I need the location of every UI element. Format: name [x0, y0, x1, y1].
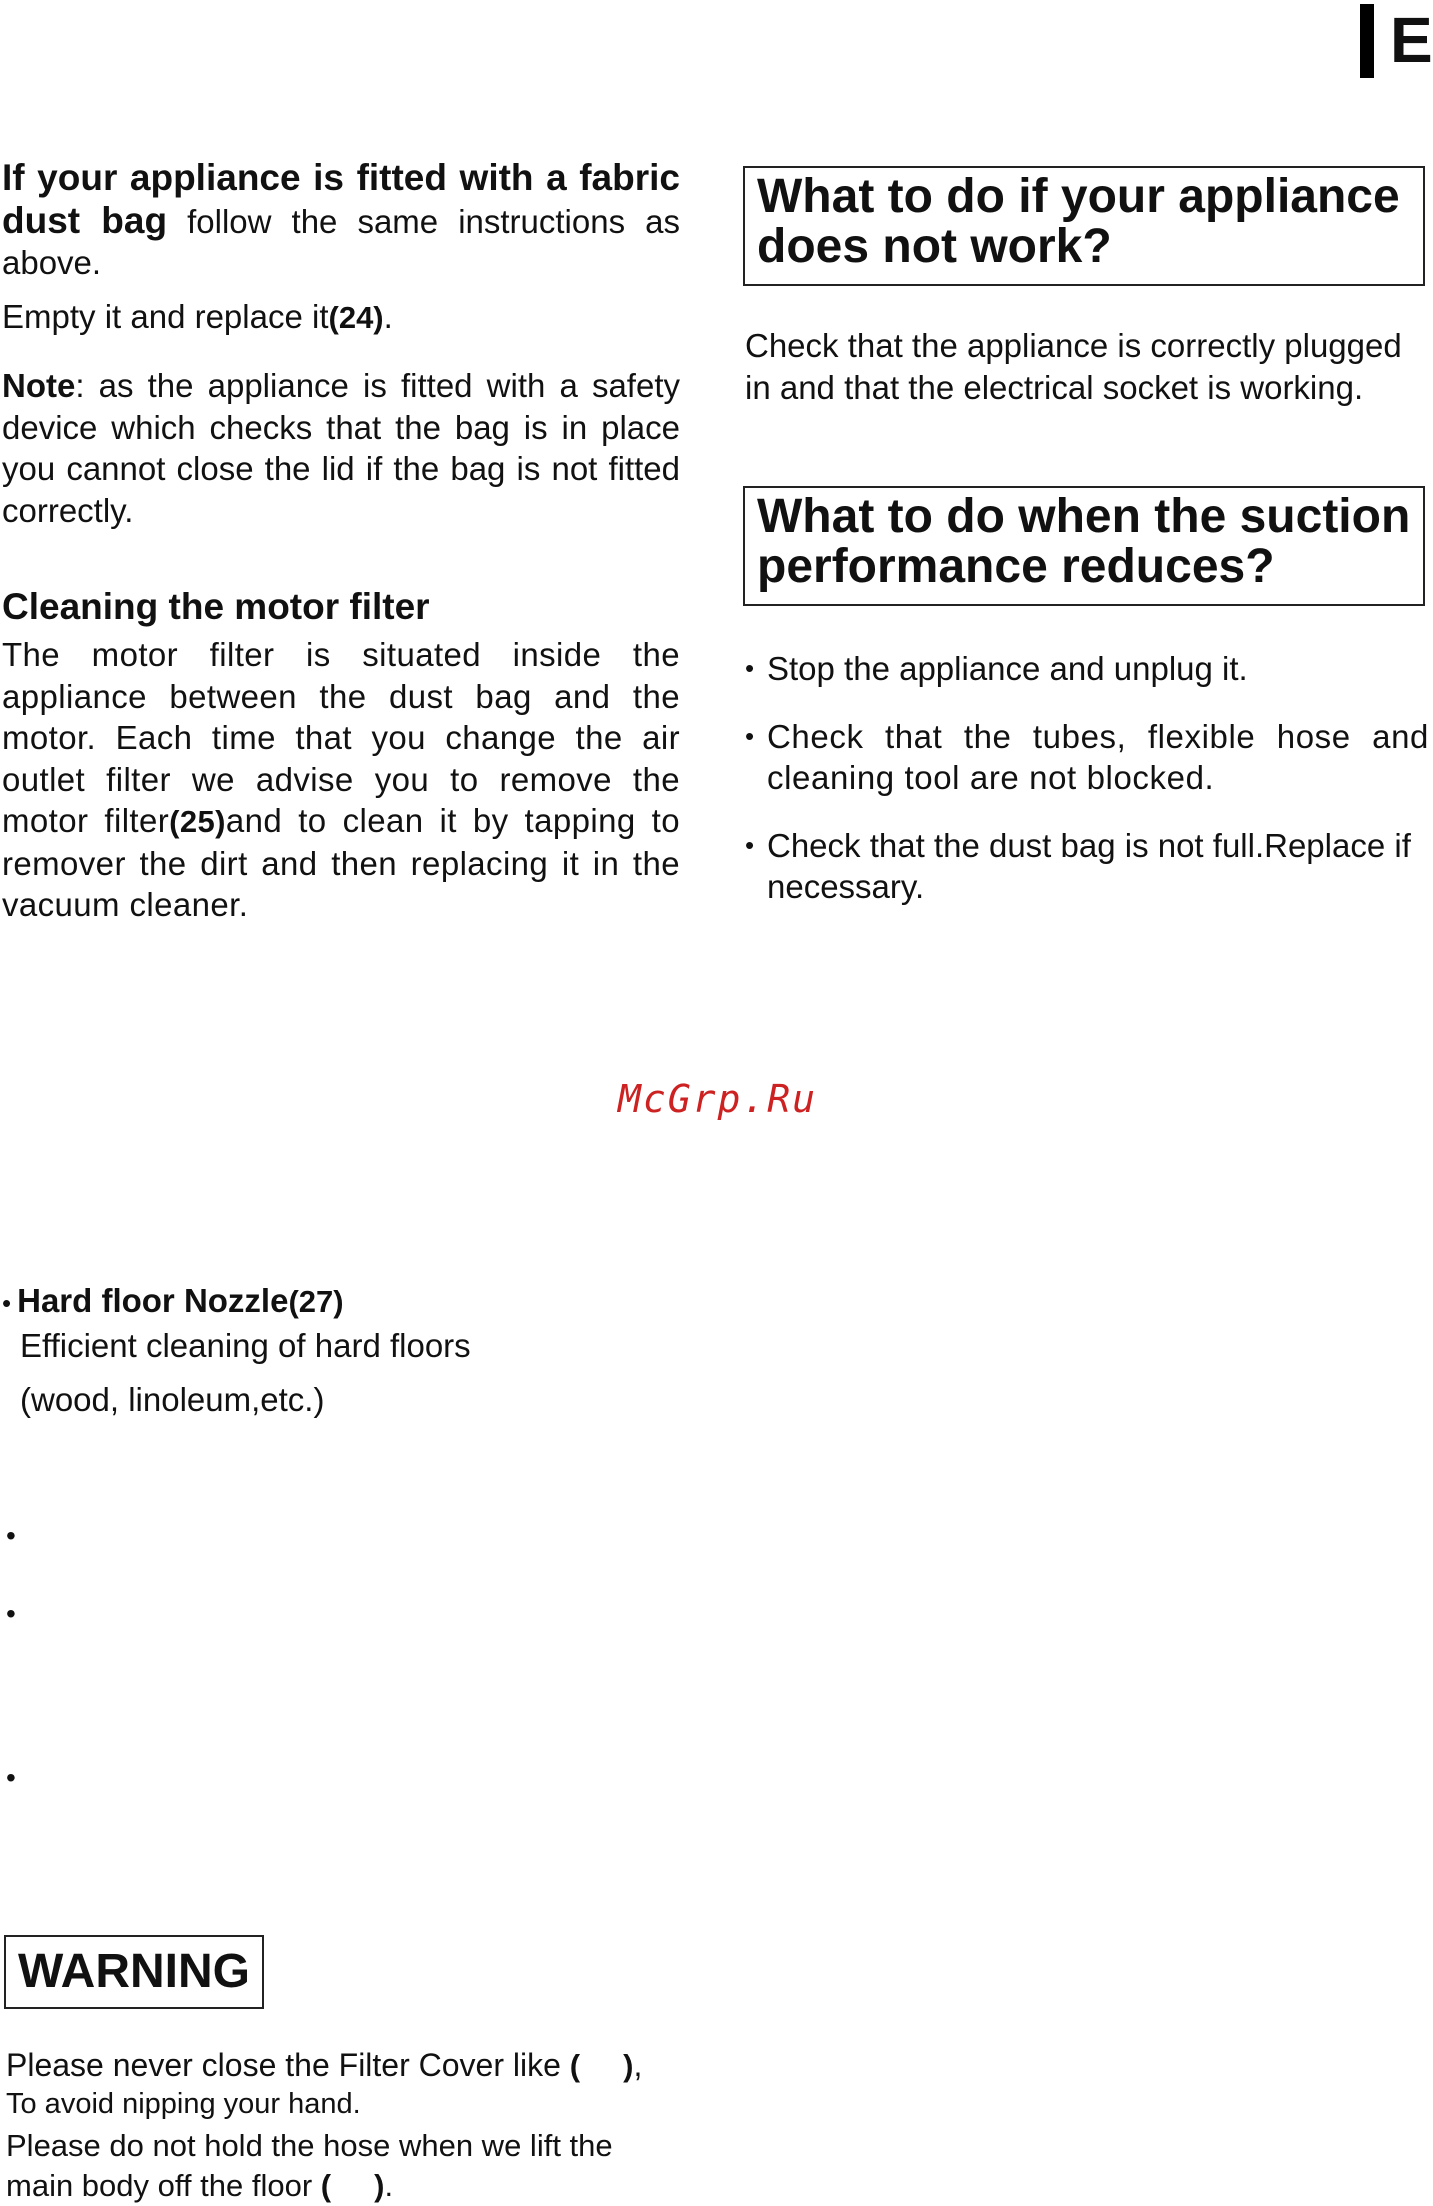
empty-bullet-2: •	[6, 1598, 16, 1629]
warning-line-4-end: .	[384, 2168, 394, 2203]
watermark: McGrp.Ru	[618, 1077, 818, 1121]
motor-filter-text-b: and to clean it by tapping to remover the dirt and then replacing it in the vacuum cleaner.	[2, 802, 680, 923]
note-label: Note	[2, 367, 76, 404]
warning-ref-1: ( )	[569, 2048, 634, 2083]
fabric-bag-lead: If your appliance is fitted with a fabric dust bag	[2, 157, 680, 241]
suction-bullet-3: • Check that the dust bag is not full.Replace if necessary.	[745, 825, 1429, 908]
not-work-text: Check that the appliance is correctly plugged in and that the electrical socket is working.	[745, 327, 1402, 406]
empty-replace-end: .	[383, 298, 393, 335]
language-bar	[1360, 4, 1374, 78]
suction-bullets	[745, 648, 1429, 908]
motor-filter-text-a: The motor filter is situated inside the appliance between the dust bag and the motor. Each time that you change the air outlet filter we advise you to remove the motor filter	[2, 636, 680, 839]
hard-floor-title: Hard floor Nozzle	[17, 1282, 289, 1319]
note-paragraph	[2, 365, 680, 531]
warning-line-4	[6, 2166, 696, 2206]
not-work-heading: What to do if your appliance does not work?	[757, 170, 1400, 273]
warning-line-1	[6, 2045, 696, 2086]
ref-27: (27)	[288, 1284, 344, 1319]
language-letter: E	[1390, 4, 1433, 76]
ref-25: (25)	[169, 804, 226, 839]
suction-heading: What to do when the suction performance reduces?	[757, 490, 1411, 593]
fabric-bag-paragraph	[2, 157, 680, 284]
ref-24: (24)	[328, 300, 384, 335]
warning-line-1-end: ,	[633, 2047, 643, 2083]
warning-line-1-text: Please never close the Filter Cover like	[6, 2047, 561, 2083]
warning-line-2: To avoid nipping your hand.	[6, 2088, 361, 2120]
empty-bullet-1: •	[6, 1520, 16, 1551]
suction-bullet-3-text: Check that the dust bag is not full.Replace if necessary.	[767, 826, 1411, 905]
note-text: : as the appliance is fitted with a safety device which checks that the bag is in place you cannot close the lid if the bag is not fitted correctly.	[2, 367, 680, 529]
bullet: •	[2, 1288, 12, 1318]
suction-heading-box	[743, 486, 1425, 606]
warning-title: WARNING	[18, 1945, 250, 1998]
warning-box	[4, 1935, 264, 2009]
empty-bullet-3: •	[6, 1762, 16, 1793]
not-work-heading-box	[743, 166, 1425, 286]
empty-replace-text: Empty it and replace it	[2, 298, 329, 335]
warning-ref-2: ( )	[320, 2168, 385, 2203]
warning-line-3: Please do not hold the hose when we lift the	[6, 2128, 613, 2163]
fabric-bag-rest: follow the same instructions as above.	[2, 202, 680, 281]
hard-floor-line2: (wood, linoleum,etc.)	[20, 1381, 325, 1418]
suction-bullet-2-text: Check that the tubes, flexible hose and cleaning tool are not blocked.	[767, 717, 1429, 796]
warning-line-4-text: main body off the floor	[6, 2168, 313, 2203]
hard-floor-title-line	[2, 1280, 344, 1325]
empty-replace-line	[2, 296, 680, 339]
suction-bullet-1-text: Stop the appliance and unplug it.	[767, 650, 1248, 687]
motor-filter-paragraph	[2, 634, 680, 926]
hard-floor-line1: Efficient cleaning of hard floors	[20, 1327, 471, 1364]
suction-bullet-2: • Check that the tubes, flexible hose and cleaning tool are not blocked.	[745, 716, 1429, 799]
motor-filter-heading: Cleaning the motor filter	[2, 586, 430, 627]
suction-bullet-1: • Stop the appliance and unplug it.	[745, 648, 1429, 690]
warning-text	[6, 2045, 696, 2206]
